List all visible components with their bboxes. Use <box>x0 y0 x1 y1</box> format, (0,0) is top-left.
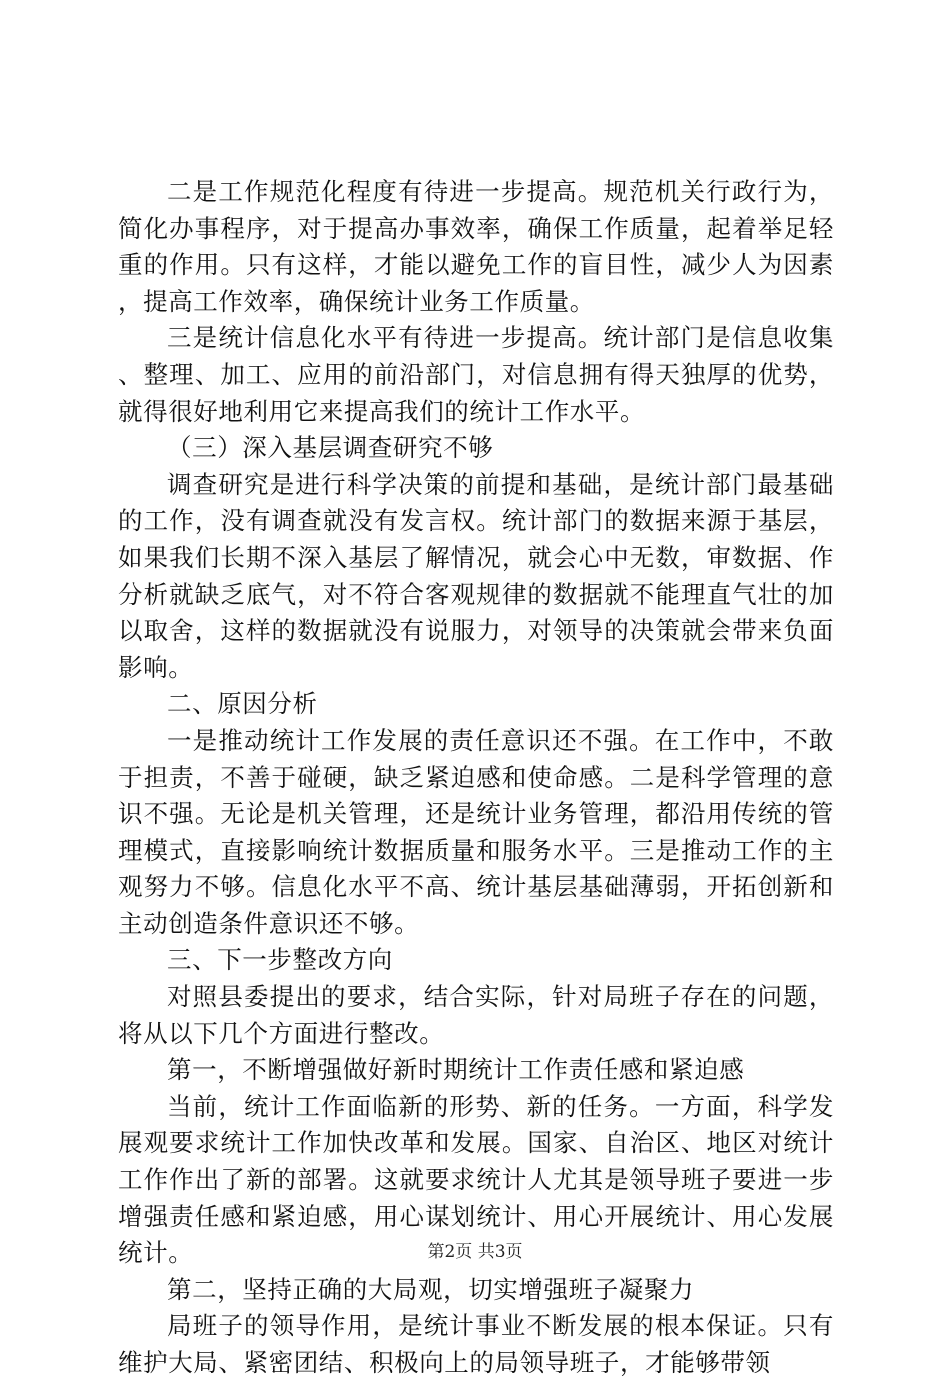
paragraph-field-research: 调查研究是进行科学决策的前提和基础，是统计部门最基础的工作，没有调查就没有发言权。统计部门的数据来源于基层，如果我们长期不深入基层了解情况，就会心中无数，审数据、作分析就缺乏底气，对不符合客观规律的数据就不能理直气壮的加以取舍，这样的数据就没有说服力，对领导的决策就会带来负面影响。 <box>118 469 834 682</box>
paragraph-cause-analysis: 一是推动统计工作发展的责任意识还不强。在工作中，不敢于担责，不善于碰硬，缺乏紧迫感和使命感。二是科学管理的意识不强。无论是机关管理，还是统计业务管理，都沿用传统的管理模式，直接影响统计数据质量和服务水平。三是推动工作的主观努力不够。信息化水平不高、统计基层基础薄弱，开拓创新和主动创造条件意识还不够。 <box>118 725 834 938</box>
paragraph-standardization: 二是工作规范化程度有待进一步提高。规范机关行政行为，简化办事程序，对于提高办事效率，确保工作质量，起着举足轻重的作用。只有这样，才能以避免工作的盲目性，减少人为因素，提高工作效率，确保统计业务工作质量。 <box>118 177 834 316</box>
document-body <box>118 174 834 1382</box>
page-number-footer: 第2页 共3页 <box>427 1242 523 1262</box>
subheading-second-measure: 第二，坚持正确的大局观，切实增强班子凝聚力 <box>167 1274 695 1304</box>
paragraph-second-measure: 局班子的领导作用，是统计事业不断发展的根本保证。只有维护大局、紧密团结、积极向上的局领导班子，才能够带领 <box>118 1311 834 1377</box>
subheading-first-measure: 第一，不断增强做好新时期统计工作责任感和紧迫感 <box>167 1055 745 1085</box>
paragraph-informatization: 三是统计信息化水平有待进一步提高。统计部门是信息收集、整理、加工、应用的前沿部门，对信息拥有得天独厚的优势，就得很好地利用它来提高我们的统计工作水平。 <box>118 323 834 426</box>
paragraph-rectification-intro: 对照县委提出的要求，结合实际，针对局班子存在的问题，将从以下几个方面进行整改。 <box>118 982 834 1048</box>
paragraph-first-measure: 当前，统计工作面临新的形势、新的任务。一方面，科学发展观要求统计工作加快改革和发展。国家、自治区、地区对统计工作作出了新的部署。这就要求统计人尤其是领导班子要进一步增强责任感和紧迫感，用心谋划统计、用心开展统计、用心发展统计。 <box>118 1091 834 1268</box>
heading-rectification-direction: 三、下一步整改方向 <box>167 945 393 975</box>
subheading-field-research: （三）深入基层调查研究不够 <box>167 433 494 463</box>
heading-cause-analysis: 二、原因分析 <box>167 689 318 719</box>
